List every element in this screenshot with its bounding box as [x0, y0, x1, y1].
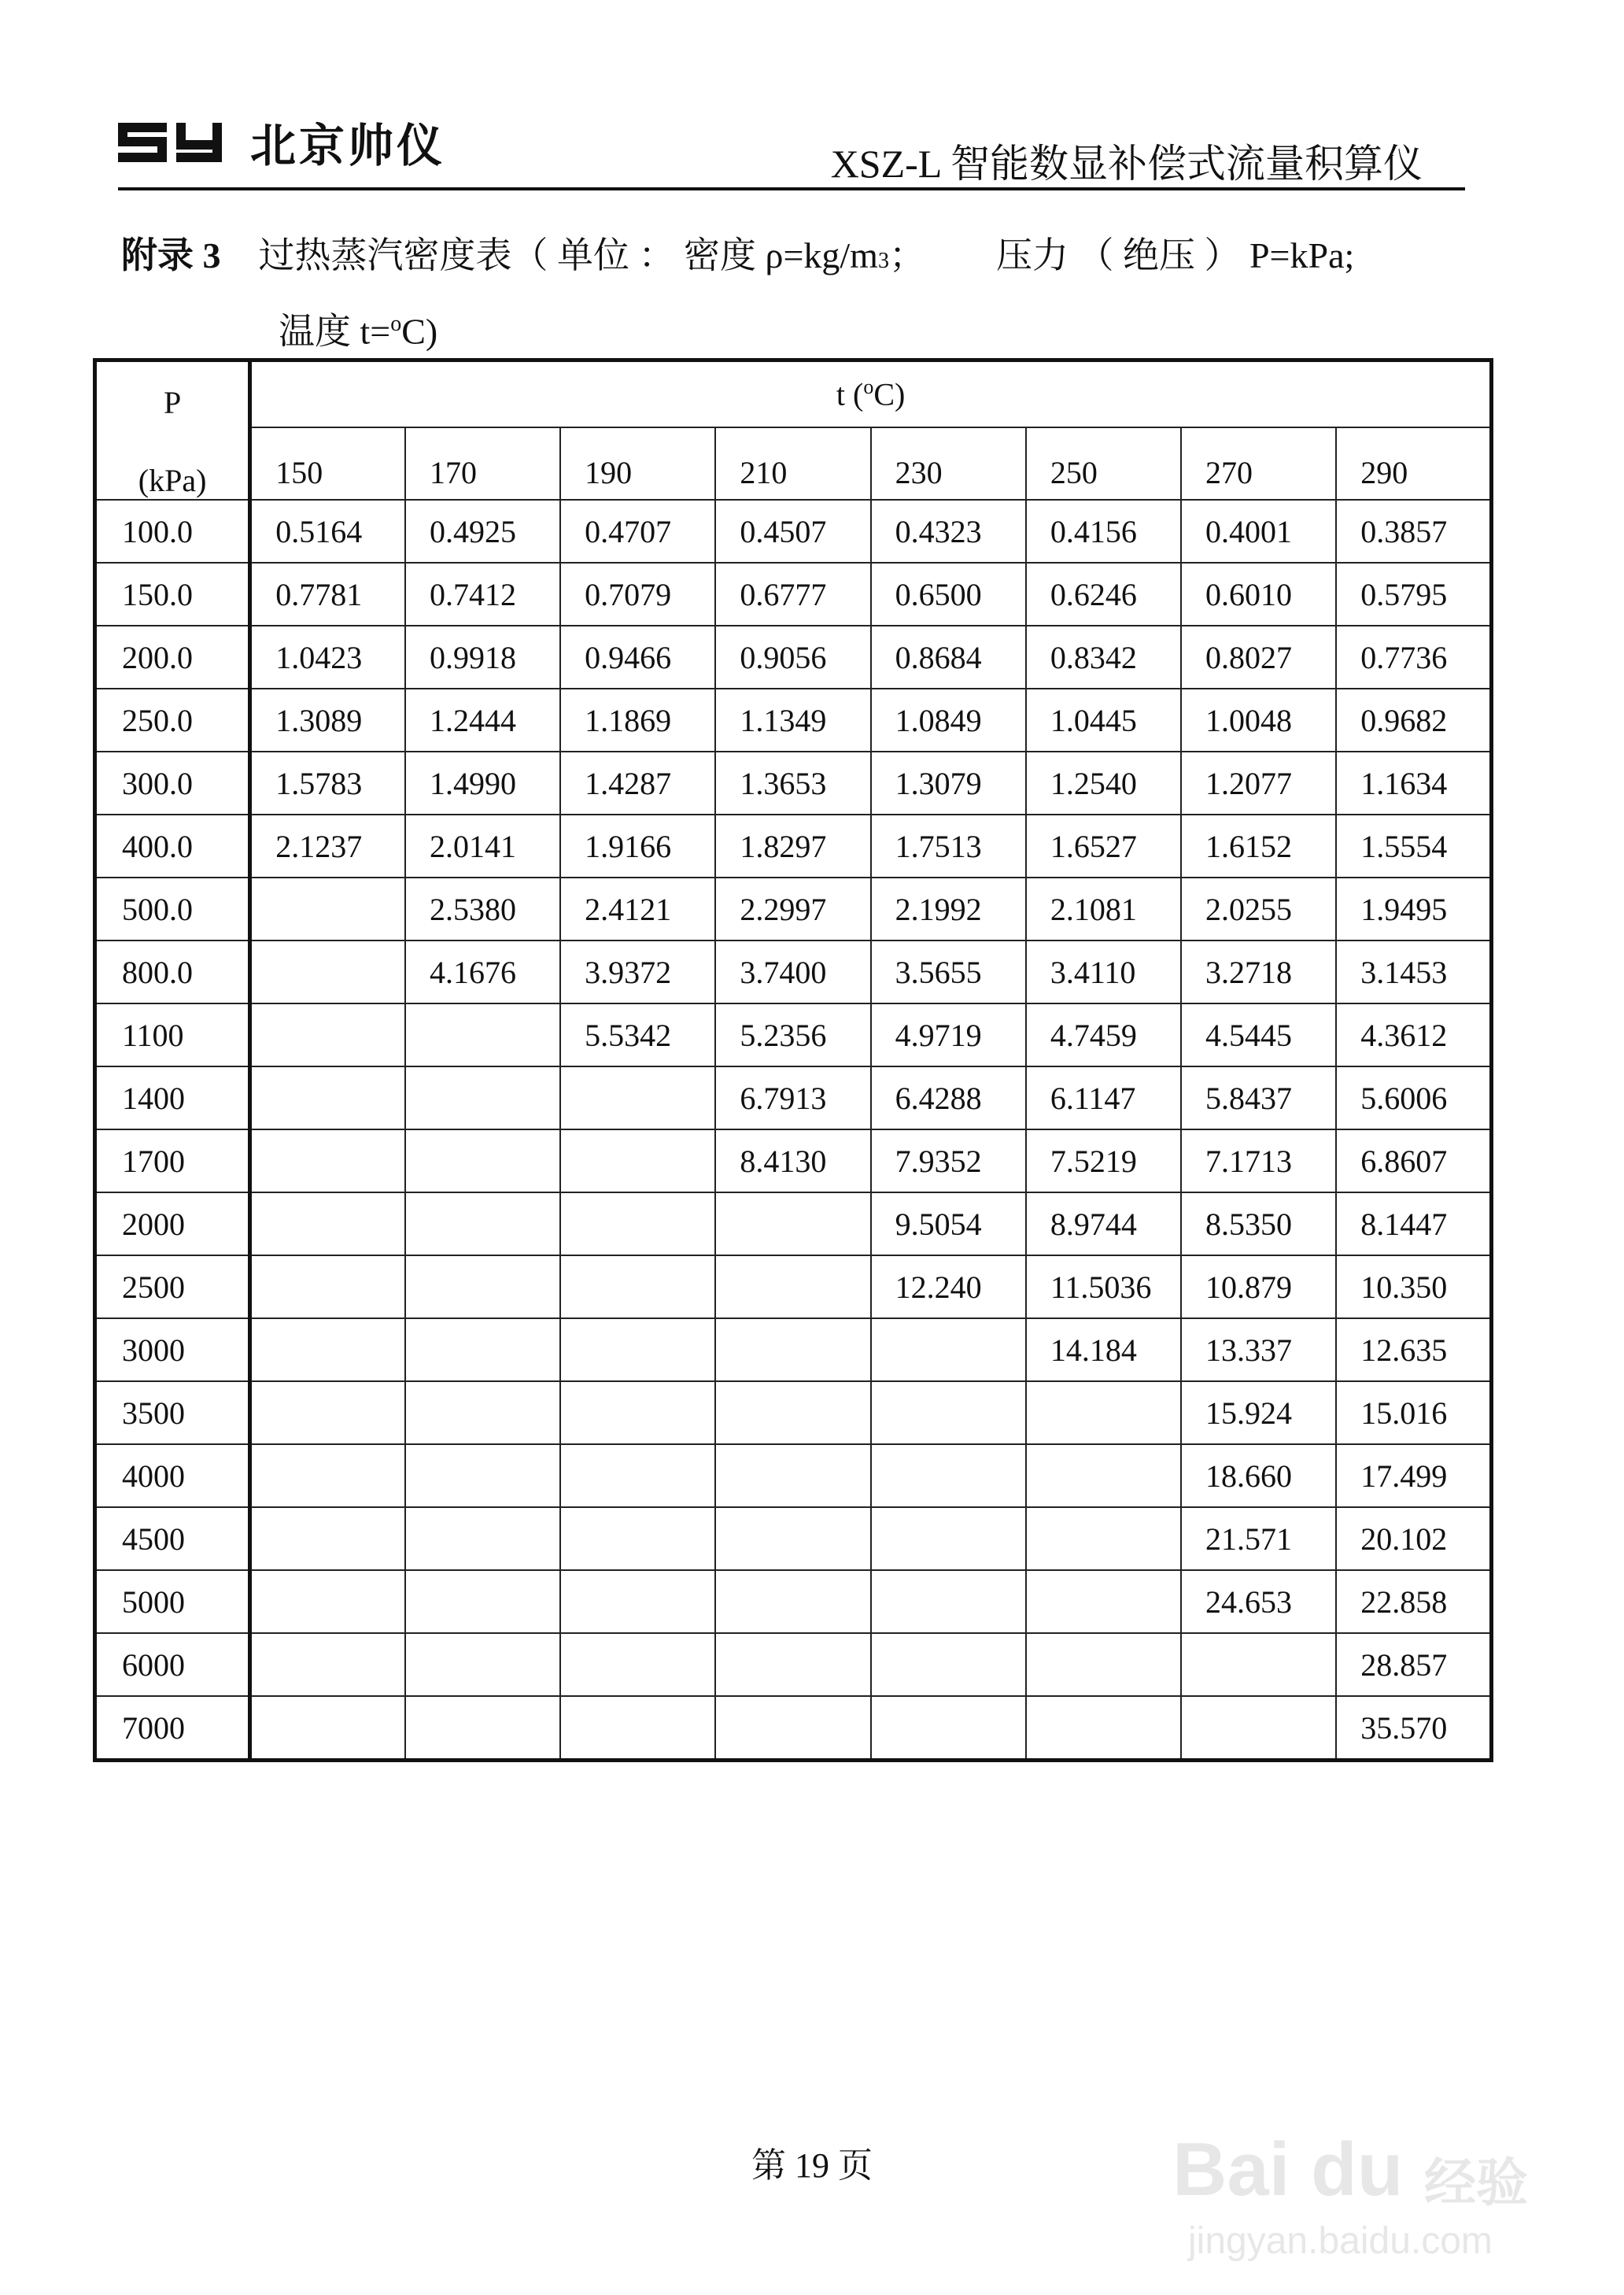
table-row	[95, 1318, 1492, 1381]
density-cell	[560, 1444, 715, 1507]
density-cell	[560, 1381, 715, 1444]
density-cell	[715, 1255, 870, 1318]
pressure-cell: 3500	[95, 1381, 250, 1444]
density-cell: 3.1453	[1336, 941, 1491, 1003]
density-cell: 20.102	[1336, 1507, 1491, 1570]
density-cell: 0.6777	[715, 563, 870, 626]
density-cell: 0.5795	[1336, 563, 1491, 626]
brand-name: 北京帅仪	[250, 119, 446, 172]
density-cell: 8.5350	[1181, 1192, 1336, 1255]
density-cell	[560, 1129, 715, 1192]
density-cell	[1026, 1444, 1181, 1507]
density-cell: 0.7079	[560, 563, 715, 626]
density-cell: 13.337	[1181, 1318, 1336, 1381]
density-cell: 15.924	[1181, 1381, 1336, 1444]
density-cell: 2.4121	[560, 878, 715, 941]
density-cell: 1.3079	[871, 752, 1026, 815]
pressure-cell: 5000	[95, 1570, 250, 1633]
density-cell	[1026, 1696, 1181, 1761]
density-cell	[715, 1696, 870, 1761]
density-cell: 0.7736	[1336, 626, 1491, 689]
page-number: 第 19 页	[751, 2146, 873, 2185]
temperature-col-250: 250	[1026, 427, 1181, 500]
density-cell	[405, 1003, 560, 1066]
density-cell: 8.9744	[1026, 1192, 1181, 1255]
density-cell	[715, 1192, 870, 1255]
density-cell	[715, 1444, 870, 1507]
pressure-cell: 2000	[95, 1192, 250, 1255]
table-row	[95, 1381, 1492, 1444]
density-cell: 7.9352	[871, 1129, 1026, 1192]
density-cell	[250, 1507, 405, 1570]
density-cell: 9.5054	[871, 1192, 1026, 1255]
pressure-cell: 1100	[95, 1003, 250, 1066]
pressure-cell: 400.0	[95, 815, 250, 878]
density-cell	[560, 1633, 715, 1696]
density-cell: 21.571	[1181, 1507, 1336, 1570]
density-cell: 0.4156	[1026, 500, 1181, 563]
header-divider	[118, 187, 1465, 190]
density-cell: 5.5342	[560, 1003, 715, 1066]
density-cell: 28.857	[1336, 1633, 1491, 1696]
pressure-unit: (kPa)	[138, 463, 207, 498]
density-cell	[715, 1318, 870, 1381]
density-cell: 6.8607	[1336, 1129, 1491, 1192]
density-cell: 0.4707	[560, 500, 715, 563]
density-cell: 0.8027	[1181, 626, 1336, 689]
caption-temperature: 温度 t=	[279, 311, 391, 352]
density-cell: 6.4288	[871, 1066, 1026, 1129]
density-cell: 8.1447	[1336, 1192, 1491, 1255]
density-cell: 17.499	[1336, 1444, 1491, 1507]
density-cell: 1.0849	[871, 689, 1026, 752]
density-cell: 12.635	[1336, 1318, 1491, 1381]
density-cell: 0.8342	[1026, 626, 1181, 689]
density-cell: 1.5554	[1336, 815, 1491, 878]
table-row	[95, 1066, 1492, 1129]
steam-density-table	[93, 358, 1493, 1762]
table-caption	[121, 224, 1354, 363]
density-cell	[1181, 1633, 1336, 1696]
document-title: XSZ-L 智能数显补偿式流量积算仪	[830, 142, 1423, 186]
density-cell	[871, 1633, 1026, 1696]
density-cell	[405, 1318, 560, 1381]
table-row	[95, 1003, 1492, 1066]
watermark-url: jingyan.baidu.com	[1188, 2220, 1493, 2262]
density-cell	[250, 1129, 405, 1192]
steam-density-table-wrapper	[93, 358, 1497, 1791]
density-cell: 12.240	[871, 1255, 1026, 1318]
pressure-cell: 6000	[95, 1633, 250, 1696]
density-cell	[250, 1255, 405, 1318]
table-row	[95, 689, 1492, 752]
company-logo	[118, 110, 445, 173]
density-cell: 1.1634	[1336, 752, 1491, 815]
temperature-label-end: C)	[873, 376, 906, 412]
density-cell	[560, 1318, 715, 1381]
pressure-cell: 100.0	[95, 500, 250, 563]
density-cell: 10.879	[1181, 1255, 1336, 1318]
density-cell: 0.8684	[871, 626, 1026, 689]
density-cell: 1.4990	[405, 752, 560, 815]
density-cell: 0.3857	[1336, 500, 1491, 563]
density-cell: 1.3089	[250, 689, 405, 752]
table-row	[95, 1696, 1492, 1761]
density-cell: 4.3612	[1336, 1003, 1491, 1066]
density-cell	[715, 1570, 870, 1633]
density-cell	[250, 1003, 405, 1066]
density-cell	[250, 941, 405, 1003]
density-cell: 11.5036	[1026, 1255, 1181, 1318]
temperature-col-270: 270	[1181, 427, 1336, 500]
density-cell: 3.9372	[560, 941, 715, 1003]
density-cell: 1.8297	[715, 815, 870, 878]
density-cell: 0.9918	[405, 626, 560, 689]
table-row	[95, 1444, 1492, 1507]
pressure-header	[95, 360, 250, 501]
density-cell: 0.6246	[1026, 563, 1181, 626]
density-cell	[405, 1066, 560, 1129]
density-cell	[560, 1255, 715, 1318]
density-cell	[1181, 1696, 1336, 1761]
density-cell	[250, 1444, 405, 1507]
temperature-label: t (	[836, 376, 864, 412]
pressure-cell: 1400	[95, 1066, 250, 1129]
density-cell: 0.4323	[871, 500, 1026, 563]
density-cell: 18.660	[1181, 1444, 1336, 1507]
density-cell: 1.1349	[715, 689, 870, 752]
density-cell: 24.653	[1181, 1570, 1336, 1633]
temperature-header	[250, 360, 1492, 427]
density-cell: 2.1992	[871, 878, 1026, 941]
appendix-label: 附录 3	[121, 235, 221, 275]
density-cell	[250, 1633, 405, 1696]
temperature-col-230: 230	[871, 427, 1026, 500]
density-cell: 0.4925	[405, 500, 560, 563]
density-cell	[250, 1696, 405, 1761]
pressure-cell: 500.0	[95, 878, 250, 941]
density-cell	[405, 1444, 560, 1507]
density-cell	[560, 1066, 715, 1129]
header-row-top	[95, 360, 1492, 427]
density-cell	[871, 1507, 1026, 1570]
caption-line-2	[121, 293, 1354, 363]
temperature-label-sup: o	[863, 375, 874, 399]
density-cell: 2.1237	[250, 815, 405, 878]
density-cell: 0.9682	[1336, 689, 1491, 752]
sy-logo-icon	[118, 118, 236, 165]
density-cell: 1.0445	[1026, 689, 1181, 752]
pressure-cell: 250.0	[95, 689, 250, 752]
density-cell: 0.4507	[715, 500, 870, 563]
density-cell: 1.2540	[1026, 752, 1181, 815]
table-row	[95, 626, 1492, 689]
density-cell	[405, 1696, 560, 1761]
density-cell: 7.5219	[1026, 1129, 1181, 1192]
density-cell: 2.1081	[1026, 878, 1181, 941]
density-cell	[250, 1570, 405, 1633]
pressure-cell: 4500	[95, 1507, 250, 1570]
table-row	[95, 815, 1492, 878]
density-cell	[871, 1381, 1026, 1444]
density-cell: 0.6500	[871, 563, 1026, 626]
temperature-values-row	[95, 427, 1492, 500]
temperature-col-210: 210	[715, 427, 870, 500]
pressure-cell: 3000	[95, 1318, 250, 1381]
density-cell: 0.6010	[1181, 563, 1336, 626]
table-row	[95, 1633, 1492, 1696]
temperature-col-190: 190	[560, 427, 715, 500]
density-cell: 0.4001	[1181, 500, 1336, 563]
density-cell: 6.7913	[715, 1066, 870, 1129]
density-cell	[405, 1255, 560, 1318]
density-cell	[871, 1696, 1026, 1761]
density-cell	[405, 1570, 560, 1633]
table-row	[95, 1507, 1492, 1570]
density-cell	[560, 1570, 715, 1633]
table-row	[95, 1129, 1492, 1192]
density-cell: 7.1713	[1181, 1129, 1336, 1192]
density-cell: 1.2444	[405, 689, 560, 752]
density-cell: 1.5783	[250, 752, 405, 815]
density-cell: 3.4110	[1026, 941, 1181, 1003]
density-cell	[560, 1192, 715, 1255]
table-row	[95, 941, 1492, 1003]
density-cell: 8.4130	[715, 1129, 870, 1192]
density-cell: 0.9466	[560, 626, 715, 689]
caption-temperature-sup: o	[390, 312, 402, 336]
caption-pressure: 压力 （ 绝压 ） P=kPa;	[995, 235, 1355, 275]
density-cell: 2.0141	[405, 815, 560, 878]
watermark-brand: Bai du	[1172, 2127, 1404, 2212]
density-cell: 1.0423	[250, 626, 405, 689]
density-cell	[405, 1129, 560, 1192]
density-cell: 14.184	[1026, 1318, 1181, 1381]
table-row	[95, 500, 1492, 563]
density-cell	[560, 1696, 715, 1761]
density-cell	[1026, 1570, 1181, 1633]
density-cell: 1.1869	[560, 689, 715, 752]
density-cell: 1.0048	[1181, 689, 1336, 752]
pressure-cell: 300.0	[95, 752, 250, 815]
density-cell: 5.8437	[1181, 1066, 1336, 1129]
baidu-watermark	[1164, 2117, 1574, 2275]
density-cell: 35.570	[1336, 1696, 1491, 1761]
density-cell	[715, 1381, 870, 1444]
density-cell	[250, 1381, 405, 1444]
density-cell	[1026, 1381, 1181, 1444]
table-row	[95, 878, 1492, 941]
density-cell	[250, 1192, 405, 1255]
density-cell: 1.9166	[560, 815, 715, 878]
density-cell	[560, 1507, 715, 1570]
density-cell: 0.7412	[405, 563, 560, 626]
density-cell: 22.858	[1336, 1570, 1491, 1633]
density-cell: 3.5655	[871, 941, 1026, 1003]
density-cell: 5.2356	[715, 1003, 870, 1066]
pressure-cell: 1700	[95, 1129, 250, 1192]
density-cell: 1.3653	[715, 752, 870, 815]
table-row	[95, 1570, 1492, 1633]
density-cell: 1.4287	[560, 752, 715, 815]
density-cell: 2.2997	[715, 878, 870, 941]
density-cell: 3.7400	[715, 941, 870, 1003]
table-row	[95, 1192, 1492, 1255]
density-cell	[715, 1633, 870, 1696]
density-cell	[405, 1633, 560, 1696]
caption-temperature-end: C)	[401, 311, 438, 352]
density-cell: 4.7459	[1026, 1003, 1181, 1066]
density-cell	[1026, 1507, 1181, 1570]
pressure-cell: 2500	[95, 1255, 250, 1318]
density-cell: 2.5380	[405, 878, 560, 941]
table-row	[95, 752, 1492, 815]
table-row	[95, 1255, 1492, 1318]
density-cell	[250, 1318, 405, 1381]
pressure-cell: 4000	[95, 1444, 250, 1507]
density-cell	[405, 1381, 560, 1444]
temperature-col-290: 290	[1336, 427, 1491, 500]
pressure-cell: 800.0	[95, 941, 250, 1003]
table-row	[95, 563, 1492, 626]
density-cell	[871, 1570, 1026, 1633]
density-cell: 1.7513	[871, 815, 1026, 878]
density-cell	[1026, 1633, 1181, 1696]
density-cell: 0.5164	[250, 500, 405, 563]
density-cell: 3.2718	[1181, 941, 1336, 1003]
density-cell: 4.1676	[405, 941, 560, 1003]
pressure-label: P	[163, 385, 182, 420]
pressure-cell: 200.0	[95, 626, 250, 689]
density-cell: 4.9719	[871, 1003, 1026, 1066]
density-cell: 1.9495	[1336, 878, 1491, 941]
temperature-col-150: 150	[250, 427, 405, 500]
density-cell: 0.7781	[250, 563, 405, 626]
density-cell	[405, 1192, 560, 1255]
density-cell: 5.6006	[1336, 1066, 1491, 1129]
density-cell: 1.6527	[1026, 815, 1181, 878]
density-cell: 10.350	[1336, 1255, 1491, 1318]
caption-title-sup: 3	[877, 249, 889, 273]
watermark-cn: 经验	[1424, 2153, 1528, 2213]
density-cell	[405, 1507, 560, 1570]
caption-title-end: ；	[888, 235, 925, 275]
density-cell: 1.2077	[1181, 752, 1336, 815]
pressure-cell: 150.0	[95, 563, 250, 626]
density-cell: 2.0255	[1181, 878, 1336, 941]
density-cell: 1.6152	[1181, 815, 1336, 878]
density-cell: 4.5445	[1181, 1003, 1336, 1066]
density-cell	[871, 1444, 1026, 1507]
pressure-cell: 7000	[95, 1696, 250, 1761]
density-cell: 0.9056	[715, 626, 870, 689]
density-cell	[250, 878, 405, 941]
temperature-col-170: 170	[405, 427, 560, 500]
density-cell: 15.016	[1336, 1381, 1491, 1444]
density-cell	[250, 1066, 405, 1129]
caption-title: 过热蒸汽密度表（ 单位 ： 密度 ρ=kg/m	[258, 235, 878, 275]
density-cell	[715, 1507, 870, 1570]
density-cell: 6.1147	[1026, 1066, 1181, 1129]
caption-line-1	[121, 224, 1354, 293]
density-cell	[871, 1318, 1026, 1381]
